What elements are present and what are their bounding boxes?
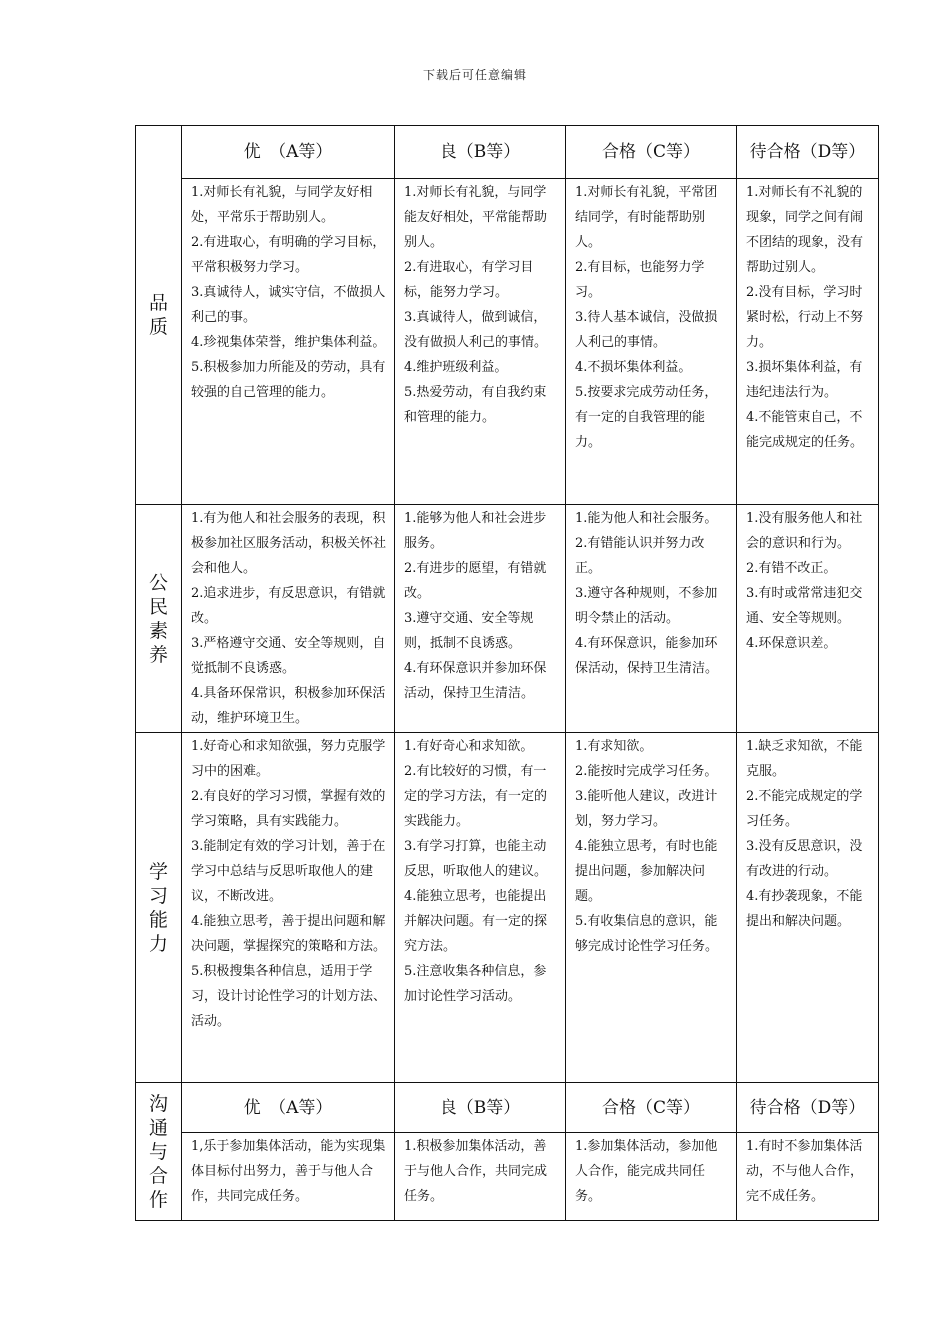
category-char: 公 [148,571,168,594]
criterion: 2.有错能认识并努力改正。 [575,536,705,576]
criterion: 4.维护班级利益。 [404,360,508,375]
criteria-row [136,179,879,505]
criteria-row [136,733,879,1083]
criteria-cell-c [566,505,737,733]
criteria-row [136,1133,879,1221]
category-char: 力 [148,932,168,955]
criterion: 2.有进取心，有明确的学习目标，平常积极努力学习。 [191,235,386,275]
criterion: 2.不能完成规定的学习任务。 [746,789,863,829]
criterion: 1.缺乏求知欲，不能克服。 [746,739,863,779]
criterion: 3.能听他人建议，改进计划，努力学习。 [575,789,718,829]
criterion: 1.对师长有礼貌，与同学能友好相处，平常能帮助别人。 [404,185,548,250]
criterion: 1.对师长有礼貌，与同学友好相处，平常乐于帮助别人。 [191,185,373,225]
category-char: 学 [148,860,168,883]
grade-c-header: 合格（C等） [566,126,737,179]
criterion: 2.有错不改正。 [746,561,837,576]
criteria-cell-d [737,505,879,733]
criterion: 4.能独立思考，也能提出并解决问题。有一定的探究方法。 [404,889,548,954]
criterion: 1.能够为他人和社会进步服务。 [404,511,547,551]
criterion: 5.注意收集各种信息，参加讨论性学习活动。 [404,964,547,1004]
criterion: 4.有环保意识，能参加环保活动，保持卫生清洁。 [575,636,719,676]
grade-d-header: 待合格（D等） [737,1083,879,1133]
criterion: 5.热爱劳动，有自我约束和管理的能力。 [404,385,547,425]
criterion: 2.有良好的学习习惯，掌握有效的学习策略，具有实践能力。 [191,789,386,829]
criteria-cell-b [395,179,566,505]
criterion: 2.有比较好的习惯，有一定的学习方法，有一定的实践能力。 [404,764,548,829]
category-cell [136,1083,182,1221]
criterion: 3.有时或常常违犯交通、安全等规则。 [746,586,863,626]
criterion: 1.有时不参加集体活动，不与他人合作，完不成任务。 [746,1139,864,1204]
criteria-cell-b [395,733,566,1083]
criteria-row [136,505,879,733]
grade-c-header: 合格（C等） [566,1083,737,1133]
criterion: 2.没有目标，学习时紧时松，行动上不努力。 [746,285,864,350]
criterion: 3.没有反思意识，没有改进的行动。 [746,839,863,879]
evaluation-table [135,125,879,1221]
criterion: 5.积极参加力所能及的劳动，具有较强的自己管理的能力。 [191,360,386,400]
category-cell [136,733,182,1083]
criterion: 2.有进步的愿望，有错就改。 [404,561,547,601]
category-char: 品 [148,292,168,314]
criterion: 3.能制定有效的学习计划，善于在学习中总结与反思听取他人的建议，不断改进。 [191,839,386,904]
criteria-cell-c [566,733,737,1083]
criterion: 4.珍视集体荣誉，维护集体利益。 [191,335,386,350]
grade-d-header: 待合格（D等） [737,126,879,179]
grade-header-row [136,126,879,179]
criterion: 1.有好奇心和求知欲。 [404,739,534,754]
criterion: 4.能独立思考，有时也能提出问题，参加解决问题。 [575,839,718,904]
criterion: 5.有收集信息的意识，能够完成讨论性学习任务。 [575,914,719,954]
category-char: 通 [148,1116,168,1139]
criteria-cell-c [566,179,737,505]
criterion: 4.有环保意识并参加环保活动，保持卫生清洁。 [404,661,547,701]
category-cell [136,505,182,733]
criterion: 5.按要求完成劳动任务，有一定的自我管理的能力。 [575,385,718,450]
category-char: 与 [148,1140,168,1163]
criterion: 3.遵守交通、安全等规则，抵制不良诱惑。 [404,611,534,651]
criterion: 1.能为他人和社会服务。 [575,511,718,526]
category-char: 合 [148,1164,168,1187]
criterion: 3.严格遵守交通、安全等规则，自觉抵制不良诱惑。 [191,636,386,676]
criteria-cell-a [182,733,395,1083]
criteria-cell-d [737,1133,879,1221]
criterion: 3.损坏集体利益，有违纪违法行为。 [746,360,863,400]
criterion: 3.有学习打算，也能主动反思，听取他人的建议。 [404,839,548,879]
criteria-cell-a [182,179,395,505]
criterion: 4.能独立思考，善于提出问题和解决问题，掌握探究的策略和方法。 [191,914,387,954]
criterion: 4.环保意识差。 [746,636,837,651]
criterion: 1.有求知欲。 [575,739,653,754]
category-char: 素 [148,619,168,642]
category-char: 沟 [148,1092,168,1115]
criterion: 1,乐于参加集体活动，能为实现集体目标付出努力，善于与他人合作，共同完成任务。 [191,1139,386,1204]
criterion: 2.有进取心，有学习目标，能努力学习。 [404,260,534,300]
criterion: 2.能按时完成学习任务。 [575,764,718,779]
category-char: 养 [148,643,168,666]
grade-b-header: 良（B等） [395,1083,566,1133]
criteria-cell-d [737,733,879,1083]
criterion: 1.积极参加集体活动，善于与他人合作，共同完成任务。 [404,1139,548,1204]
criterion: 1.对师长有不礼貌的现象，同学之间有闹不团结的现象，没有帮助过别人。 [746,185,864,275]
criterion: 1.好奇心和求知欲强，努力克服学习中的困难。 [191,739,386,779]
category-char: 质 [148,316,168,338]
grade-a-header: 优 （A等） [182,1083,395,1133]
grade-a-header: 优 （A等） [182,126,395,179]
criteria-cell-b [395,1133,566,1221]
criteria-cell-c [566,1133,737,1221]
criteria-cell-d [737,179,879,505]
page-header: 下载后可任意编辑 [422,68,527,82]
category-cell [136,126,182,505]
category-char: 民 [148,595,168,618]
criterion: 4.不损坏集体利益。 [575,360,692,375]
criterion: 3.遵守各种规则，不参加明令禁止的活动。 [575,586,718,626]
criterion: 5.积极搜集各种信息，适用于学习，设计讨论性学习的计划方法、活动。 [191,964,387,1029]
criterion: 3.真诚待人，诚实守信，不做损人利己的事。 [191,285,386,325]
criterion: 1.参加集体活动，参加他人合作，能完成共同任务。 [575,1139,718,1204]
grade-b-header: 良（B等） [395,126,566,179]
criterion: 1.没有服务他人和社会的意识和行为。 [746,511,863,551]
criterion: 1.对师长有礼貌，平常团结同学，有时能帮助别人。 [575,185,718,250]
criterion: 2.追求进步，有反思意识，有错就改。 [191,586,386,626]
criteria-cell-a [182,1133,395,1221]
category-char: 作 [148,1188,168,1211]
criterion: 1.有为他人和社会服务的表现，积极参加社区服务活动，积极关怀社会和他人。 [191,511,387,576]
category-char: 能 [148,908,168,931]
criterion: 3.真诚待人，做到诚信，没有做损人利己的事情。 [404,310,548,350]
criterion: 4.不能管束自己，不能完成规定的任务。 [746,410,864,450]
criterion: 2.有目标，也能努力学习。 [575,260,705,300]
criterion: 4.具备环保常识，积极参加环保活动，维护环境卫生。 [191,686,386,726]
category-char: 习 [148,884,168,907]
criteria-cell-b [395,505,566,733]
criterion: 3.待人基本诚信，没做损人利己的事情。 [575,310,718,350]
criterion: 4.有抄袭现象，不能提出和解决问题。 [746,889,863,929]
grade-header-row [136,1083,879,1133]
criteria-cell-a [182,505,395,733]
